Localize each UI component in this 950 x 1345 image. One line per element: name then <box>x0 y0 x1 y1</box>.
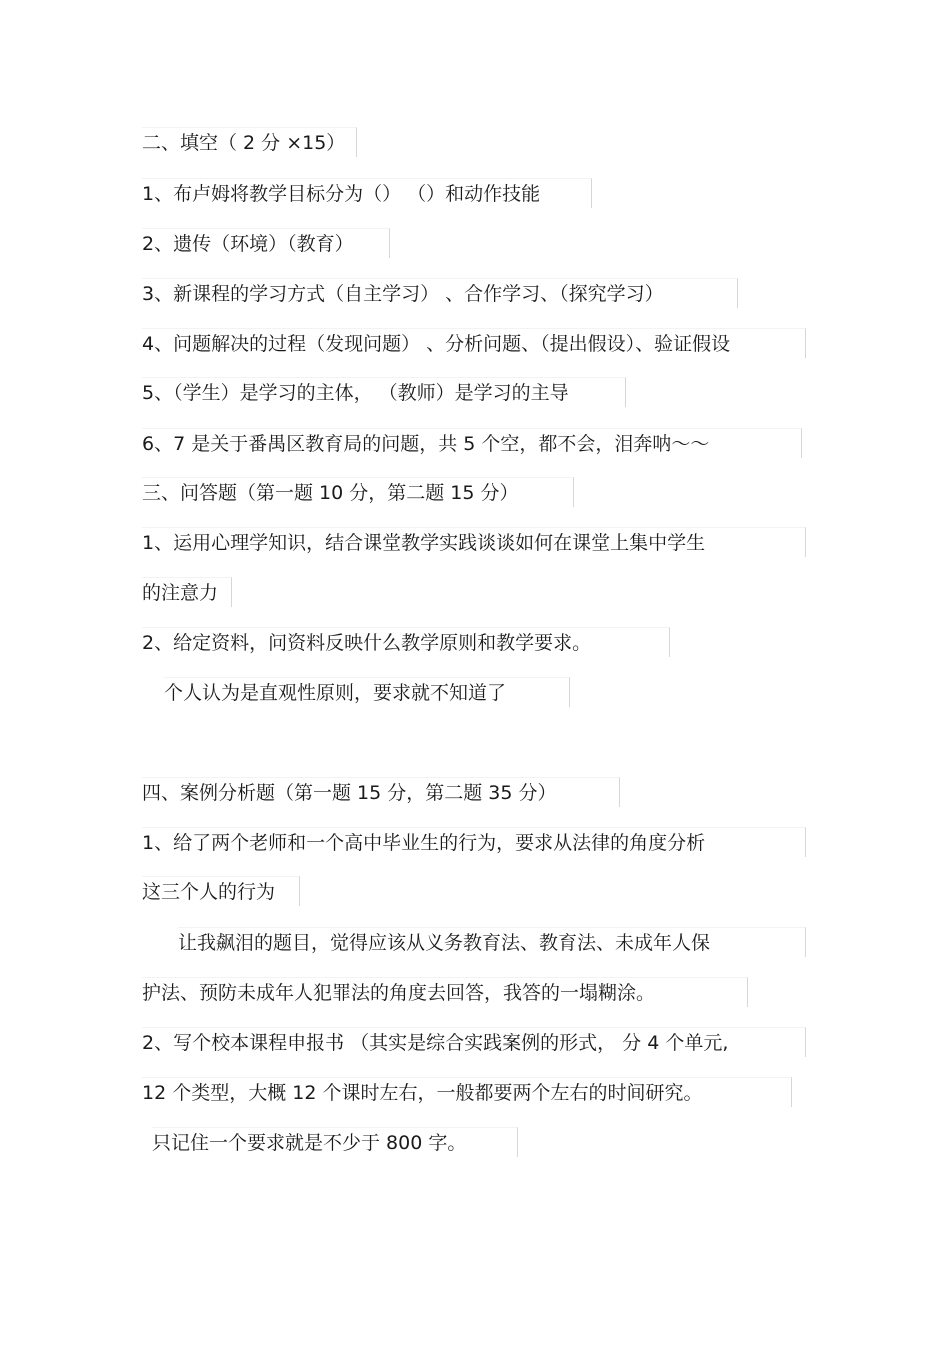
section-heading-fill-in: 二、填空（ 2 分 ×15） <box>142 127 357 157</box>
question-2-note: 个人认为是直观性原则，要求就不知道了 <box>164 677 570 707</box>
answer-line-1: 1、布卢姆将教学目标分为（） （）和动作技能 <box>142 178 592 208</box>
case-1-note-line-2: 护法、预防未成年人犯罪法的角度去回答，我答的一塌糊涂。 <box>142 977 748 1007</box>
answer-line-3: 3、新课程的学习方式（自主学习） 、合作学习、（探究学习） <box>142 278 738 308</box>
question-1-line-2: 的注意力 <box>142 577 232 607</box>
question-1-line-1: 1、运用心理学知识，结合课堂教学实践谈谈如何在课堂上集中学生 <box>142 527 806 557</box>
case-1-note-line-1: 让我飙泪的题目，觉得应该从义务教育法、教育法、未成年人保 <box>178 927 806 957</box>
case-1-line-1: 1、给了两个老师和一个高中毕业生的行为，要求从法律的角度分析 <box>142 827 806 857</box>
section-heading-questions: 三、问答题（第一题 10 分，第二题 15 分） <box>142 477 574 507</box>
answer-line-5: 5、（学生）是学习的主体， （教师）是学习的主导 <box>142 377 626 407</box>
case-2-line-1: 2、写个校本课程申报书 （其实是综合实践案例的形式， 分 4 个单元, <box>142 1027 806 1057</box>
case-1-line-2: 这三个人的行为 <box>142 876 300 906</box>
case-2-note: 只记住一个要求就是不少于 800 字。 <box>152 1127 518 1157</box>
question-2: 2、给定资料，问资料反映什么教学原则和教学要求。 <box>142 627 670 657</box>
section-heading-case-analysis: 四、案例分析题（第一题 15 分，第二题 35 分） <box>142 777 620 807</box>
case-2-line-2: 12 个类型，大概 12 个课时左右，一般都要两个左右的时间研究。 <box>142 1077 792 1107</box>
answer-line-2: 2、遗传（环境）（教育） <box>142 228 390 258</box>
answer-line-4: 4、问题解决的过程（发现问题） 、分析问题、（提出假设）、验证假设 <box>142 328 806 358</box>
answer-line-6: 6、7 是关于番禺区教育局的问题，共 5 个空，都不会，泪奔呐～～ <box>142 428 802 458</box>
